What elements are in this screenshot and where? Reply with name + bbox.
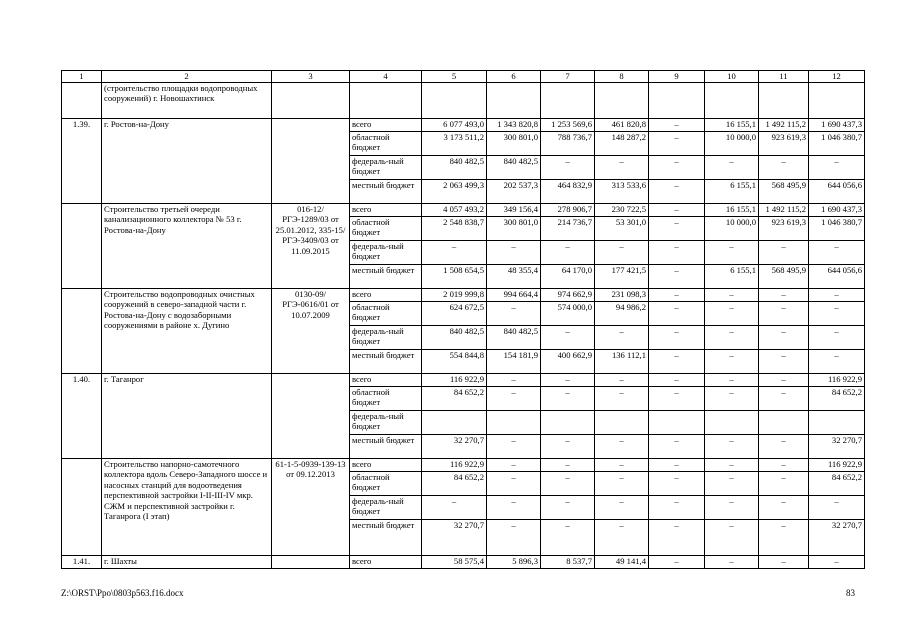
table-cell: – xyxy=(705,459,759,472)
table-cell: 8 537,7 xyxy=(541,556,595,569)
table-cell: 300 801,0 xyxy=(487,217,541,241)
table-cell: – xyxy=(541,472,595,496)
item-number xyxy=(62,83,102,119)
table-cell: – xyxy=(649,204,705,217)
funding-source: всего xyxy=(350,556,422,569)
table-cell xyxy=(759,411,809,435)
table-cell: – xyxy=(649,217,705,241)
item-name: г. Шахты xyxy=(102,556,272,569)
table-cell: – xyxy=(705,241,759,265)
table-cell: 1 690 437,3 xyxy=(809,119,865,132)
table-cell: 148 287,2 xyxy=(595,132,649,156)
table-cell: – xyxy=(649,289,705,302)
table-cell: 1 253 569,6 xyxy=(541,119,595,132)
table-cell: – xyxy=(759,326,809,350)
table-cell: 16 155,1 xyxy=(705,119,759,132)
table-cell: – xyxy=(649,520,705,556)
table-cell: 1 343 820,8 xyxy=(487,119,541,132)
table-cell: 154 181,9 xyxy=(487,350,541,374)
table-cell: – xyxy=(759,387,809,411)
table-row xyxy=(62,83,865,119)
table-cell: 300 801,0 xyxy=(487,132,541,156)
funding-source: областной бюджет xyxy=(350,217,422,241)
table-cell: 554 844,8 xyxy=(422,350,487,374)
table-cell: – xyxy=(595,374,649,387)
table-cell: – xyxy=(649,374,705,387)
table-cell: – xyxy=(705,326,759,350)
funding-source: всего xyxy=(350,289,422,302)
table-cell: – xyxy=(649,265,705,289)
table-cell: 32 270,7 xyxy=(422,520,487,556)
table-cell: 84 652,2 xyxy=(809,472,865,496)
table-cell: – xyxy=(705,472,759,496)
table-cell: – xyxy=(809,302,865,326)
table-cell: – xyxy=(705,289,759,302)
table-cell: 214 736,7 xyxy=(541,217,595,241)
table-cell: 116 922,9 xyxy=(809,459,865,472)
table-cell: – xyxy=(649,119,705,132)
table-cell: – xyxy=(541,459,595,472)
table-cell: – xyxy=(759,350,809,374)
funding-source: областной бюджет xyxy=(350,387,422,411)
table-cell: – xyxy=(487,374,541,387)
table-cell: 644 056,6 xyxy=(809,180,865,204)
table-body xyxy=(62,83,865,569)
funding-source: федераль-ный бюджет xyxy=(350,156,422,180)
table-cell: – xyxy=(759,556,809,569)
item-document xyxy=(272,374,350,459)
table-cell: 84 652,2 xyxy=(422,472,487,496)
table-cell: 349 156,4 xyxy=(487,204,541,217)
table-cell: – xyxy=(759,241,809,265)
table-cell: 1 492 115,2 xyxy=(759,204,809,217)
table-cell xyxy=(809,411,865,435)
table-cell: – xyxy=(705,556,759,569)
table-cell xyxy=(705,411,759,435)
item-number: 1.41. xyxy=(62,556,102,569)
header-row xyxy=(62,71,865,83)
table-cell: – xyxy=(595,459,649,472)
table-row xyxy=(62,119,865,132)
table-cell: 994 664,4 xyxy=(487,289,541,302)
table-cell: – xyxy=(705,520,759,556)
table-cell xyxy=(595,411,649,435)
table-cell: 461 820,8 xyxy=(595,119,649,132)
table-cell: – xyxy=(541,435,595,459)
table-cell: – xyxy=(809,326,865,350)
item-name: Строительство водопроводных очистных сооружений в северо-западной части г. Ростова-на-Дону с водозаборными сооружениями в районе х. Дугино xyxy=(102,289,272,374)
table-cell: 644 056,6 xyxy=(809,265,865,289)
table-cell: 1 508 654,5 xyxy=(422,265,487,289)
table-cell: – xyxy=(487,241,541,265)
table-cell: 32 270,7 xyxy=(809,435,865,459)
table-cell: 2 019 999,8 xyxy=(422,289,487,302)
table-cell: 2 063 499,3 xyxy=(422,180,487,204)
table-cell: – xyxy=(759,289,809,302)
table-cell: – xyxy=(649,241,705,265)
table-cell: – xyxy=(649,156,705,180)
funding-source: федераль-ный бюджет xyxy=(350,241,422,265)
funding-source: всего xyxy=(350,459,422,472)
table-cell: – xyxy=(705,302,759,326)
table-cell: – xyxy=(759,302,809,326)
table-cell: – xyxy=(487,496,541,520)
table-cell: – xyxy=(649,302,705,326)
table-cell xyxy=(541,83,595,119)
table-cell: 32 270,7 xyxy=(422,435,487,459)
table-cell: 464 832,9 xyxy=(541,180,595,204)
table-cell: – xyxy=(422,496,487,520)
col-header: 11 xyxy=(759,71,809,83)
funding-source: местный бюджет xyxy=(350,435,422,459)
table-cell: 177 421,5 xyxy=(595,265,649,289)
col-header: 8 xyxy=(595,71,649,83)
table-cell xyxy=(487,411,541,435)
table-cell: – xyxy=(759,472,809,496)
col-header: 10 xyxy=(705,71,759,83)
table-row xyxy=(62,556,865,569)
table-cell: – xyxy=(595,241,649,265)
item-number: 1.39. xyxy=(62,119,102,204)
table-cell: – xyxy=(649,472,705,496)
table-cell xyxy=(350,83,422,119)
table-cell: – xyxy=(705,387,759,411)
funding-source: областной бюджет xyxy=(350,472,422,496)
item-number xyxy=(62,289,102,374)
table-cell: – xyxy=(541,520,595,556)
funding-source: всего xyxy=(350,119,422,132)
table-cell: 32 270,7 xyxy=(809,520,865,556)
table-cell: – xyxy=(705,350,759,374)
table-cell: – xyxy=(759,374,809,387)
table-cell: – xyxy=(649,556,705,569)
table-cell: – xyxy=(487,387,541,411)
table-cell: 400 662,9 xyxy=(541,350,595,374)
table-row xyxy=(62,459,865,472)
table-cell: 49 141,4 xyxy=(595,556,649,569)
table-cell: 313 533,6 xyxy=(595,180,649,204)
table-cell: – xyxy=(541,496,595,520)
table-cell: – xyxy=(649,435,705,459)
table-cell: 10 000,0 xyxy=(705,217,759,241)
table-cell: – xyxy=(649,459,705,472)
table-cell: – xyxy=(649,496,705,520)
table-cell: 1 492 115,2 xyxy=(759,119,809,132)
funding-source: местный бюджет xyxy=(350,520,422,556)
funding-source: областной бюджет xyxy=(350,132,422,156)
funding-source: федераль-ный бюджет xyxy=(350,411,422,435)
table-cell: – xyxy=(487,435,541,459)
item-document xyxy=(272,83,350,119)
table-cell: – xyxy=(595,520,649,556)
table-cell: – xyxy=(649,387,705,411)
table-cell: 4 057 493,2 xyxy=(422,204,487,217)
table-cell: – xyxy=(809,289,865,302)
table-cell: – xyxy=(705,374,759,387)
table-cell: – xyxy=(759,156,809,180)
item-document: 016-12/РГЭ-1289/03 от 25.01.2012, 335-15/РГЭ-3409/03 от 11.09.2015 xyxy=(272,204,350,289)
col-header: 1 xyxy=(62,71,102,83)
funding-source: всего xyxy=(350,204,422,217)
table-cell: – xyxy=(809,350,865,374)
item-number: 1.40. xyxy=(62,374,102,459)
table-cell: 574 000,0 xyxy=(541,302,595,326)
col-header: 6 xyxy=(487,71,541,83)
table-row xyxy=(62,289,865,302)
table-cell xyxy=(649,83,705,119)
table-cell: 48 355,4 xyxy=(487,265,541,289)
table-cell: – xyxy=(705,435,759,459)
budget-table xyxy=(61,70,865,569)
table-cell: 94 986,2 xyxy=(595,302,649,326)
table-cell xyxy=(595,83,649,119)
table-cell xyxy=(422,83,487,119)
col-header: 9 xyxy=(649,71,705,83)
table-cell: 6 155,1 xyxy=(705,265,759,289)
table-cell: 58 575,4 xyxy=(422,556,487,569)
table-cell xyxy=(649,411,705,435)
table-cell: – xyxy=(595,156,649,180)
page-number: 83 xyxy=(846,588,855,598)
table-cell: 278 906,7 xyxy=(541,204,595,217)
funding-source: местный бюджет xyxy=(350,350,422,374)
table-cell: – xyxy=(595,326,649,350)
table-cell: 3 173 511,2 xyxy=(422,132,487,156)
table-cell: – xyxy=(595,472,649,496)
table-cell: – xyxy=(809,156,865,180)
table-cell: – xyxy=(487,302,541,326)
item-number xyxy=(62,459,102,556)
table-cell: – xyxy=(541,326,595,350)
table-cell: 974 662,9 xyxy=(541,289,595,302)
table-cell: 840 482,5 xyxy=(422,156,487,180)
table-cell: – xyxy=(541,374,595,387)
table-cell: 2 548 838,7 xyxy=(422,217,487,241)
table-cell: – xyxy=(422,241,487,265)
item-number xyxy=(62,204,102,289)
funding-source: местный бюджет xyxy=(350,180,422,204)
funding-source: всего xyxy=(350,374,422,387)
table-cell: – xyxy=(595,387,649,411)
col-header: 5 xyxy=(422,71,487,83)
footer-file-path: Z:\ORST\Ppo\0803p563.f16.docx xyxy=(61,588,184,598)
table-cell: 84 652,2 xyxy=(422,387,487,411)
table-cell: 10 000,0 xyxy=(705,132,759,156)
item-name: Строительство напорно-самотечного коллектора вдоль Северо-Западного шоссе и насосных станций для водоотведения перспективной застройки I-II-III-IV мкр. СЖМ и перспективной застройки г. Таганрога (I этап) xyxy=(102,459,272,556)
item-document xyxy=(272,556,350,569)
table-cell xyxy=(487,83,541,119)
item-document xyxy=(272,119,350,204)
table-cell: – xyxy=(759,459,809,472)
table-cell: – xyxy=(487,520,541,556)
table-cell: 116 922,9 xyxy=(422,459,487,472)
table-cell: – xyxy=(541,156,595,180)
table-cell: – xyxy=(487,472,541,496)
table-cell xyxy=(705,83,759,119)
table-cell: – xyxy=(649,180,705,204)
table-cell: – xyxy=(649,132,705,156)
table-cell: – xyxy=(595,435,649,459)
item-name: Строительство третьей очереди канализационного коллектора № 53 г. Ростова-на-Дону xyxy=(102,204,272,289)
col-header: 3 xyxy=(272,71,350,83)
table-cell: – xyxy=(759,435,809,459)
funding-source: местный бюджет xyxy=(350,265,422,289)
col-header: 7 xyxy=(541,71,595,83)
table-cell: 5 896,3 xyxy=(487,556,541,569)
table-cell xyxy=(809,83,865,119)
table-cell: – xyxy=(541,241,595,265)
table-cell: – xyxy=(541,387,595,411)
table-row xyxy=(62,374,865,387)
item-document: 61-1-5-0939-139-13 от 09.12.2013 xyxy=(272,459,350,556)
table-cell: 116 922,9 xyxy=(422,374,487,387)
funding-source: федераль-ный бюджет xyxy=(350,326,422,350)
table-cell: 202 537,3 xyxy=(487,180,541,204)
table-cell: 1 046 380,7 xyxy=(809,132,865,156)
table-cell: – xyxy=(649,350,705,374)
table-cell: – xyxy=(595,496,649,520)
table-cell: 568 495,9 xyxy=(759,180,809,204)
table-cell: 788 736,7 xyxy=(541,132,595,156)
table-cell: 231 098,3 xyxy=(595,289,649,302)
table-cell: 136 112,1 xyxy=(595,350,649,374)
table-cell: – xyxy=(809,556,865,569)
table-cell: 923 619,3 xyxy=(759,132,809,156)
col-header: 4 xyxy=(350,71,422,83)
item-document: 0130-09/РГЭ-0616/01 от 10.07.2009 xyxy=(272,289,350,374)
table-cell: 840 482,5 xyxy=(487,326,541,350)
table-cell: 840 482,5 xyxy=(487,156,541,180)
table-cell: 6 077 493,0 xyxy=(422,119,487,132)
table-cell: 84 652,2 xyxy=(809,387,865,411)
table-row xyxy=(62,204,865,217)
table-cell: – xyxy=(759,520,809,556)
table-cell: 1 046 380,7 xyxy=(809,217,865,241)
item-name: г. Ростов-на-Дону xyxy=(102,119,272,204)
item-name: г. Таганрог xyxy=(102,374,272,459)
table-cell xyxy=(422,411,487,435)
table-cell: 230 722,5 xyxy=(595,204,649,217)
table-cell: 840 482,5 xyxy=(422,326,487,350)
table-cell: 116 922,9 xyxy=(809,374,865,387)
table-cell xyxy=(541,411,595,435)
col-header: 2 xyxy=(102,71,272,83)
table-cell: – xyxy=(649,326,705,350)
table-cell: – xyxy=(809,241,865,265)
col-header: 12 xyxy=(809,71,865,83)
funding-source: федераль-ный бюджет xyxy=(350,496,422,520)
table-cell: – xyxy=(809,496,865,520)
item-name: (строительство площадки водопроводных сооружений) г. Новошахтинск xyxy=(102,83,272,119)
table-cell: – xyxy=(487,459,541,472)
table-cell: 16 155,1 xyxy=(705,204,759,217)
table-cell: 624 672,5 xyxy=(422,302,487,326)
table-cell: 53 301,0 xyxy=(595,217,649,241)
table-cell: 6 155,1 xyxy=(705,180,759,204)
table-cell xyxy=(759,83,809,119)
table-cell: – xyxy=(759,496,809,520)
funding-source: областной бюджет xyxy=(350,302,422,326)
table-cell: – xyxy=(705,156,759,180)
table-cell: 64 170,0 xyxy=(541,265,595,289)
table-cell: – xyxy=(705,496,759,520)
table-cell: 923 619,3 xyxy=(759,217,809,241)
table-cell: 1 690 437,3 xyxy=(809,204,865,217)
table-cell: 568 495,9 xyxy=(759,265,809,289)
